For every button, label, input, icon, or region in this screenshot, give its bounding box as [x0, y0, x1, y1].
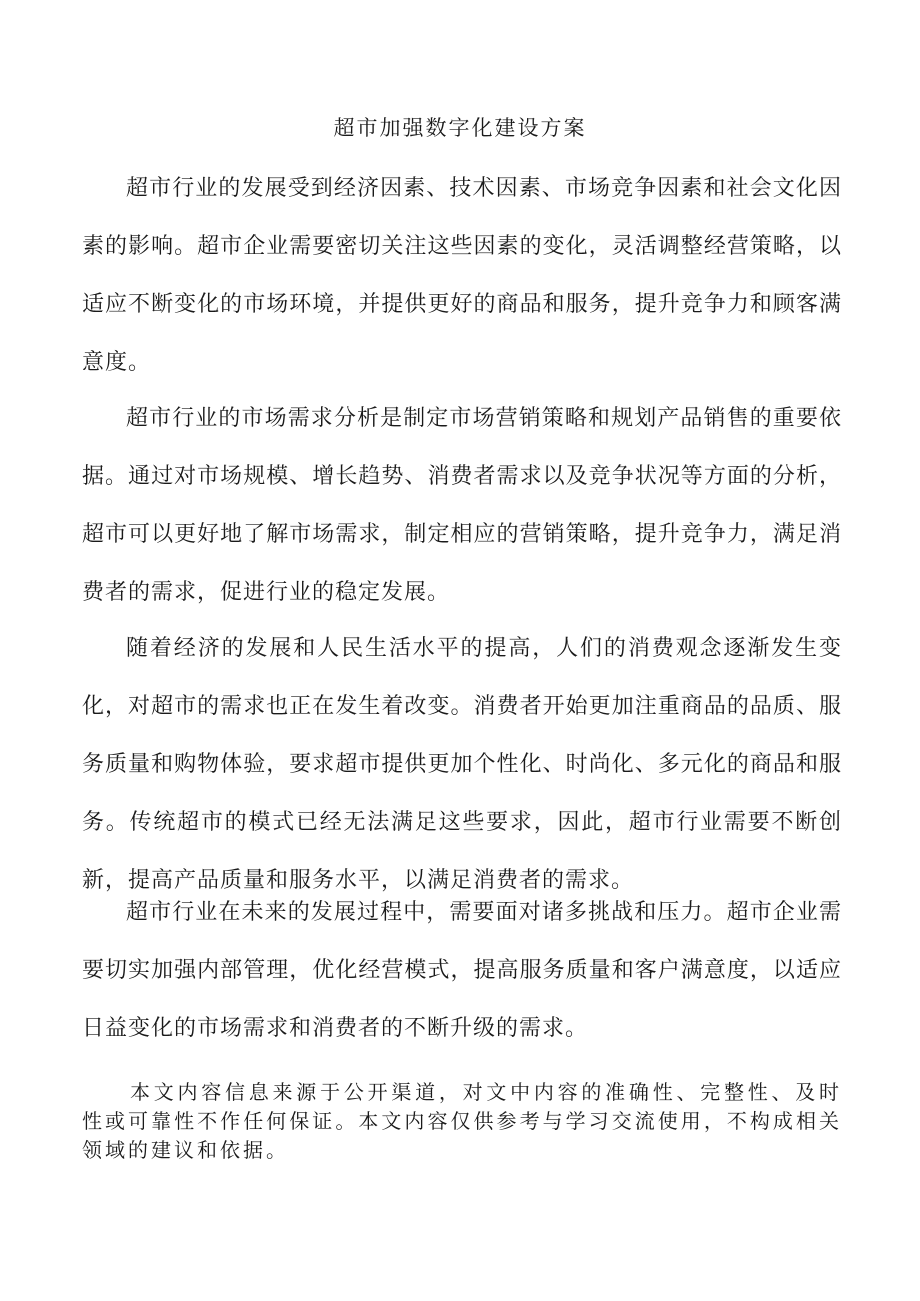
disclaimer-note: 本文内容信息来源于公开渠道，对文中内容的准确性、完整性、及时性或可靠性不作任何保证。本文内容仅供参考与学习交流使用，不构成相关领域的建议和依据。 — [82, 1080, 842, 1162]
document-title: 超市加强数字化建设方案 — [333, 116, 587, 140]
paragraph-4: 超市行业在未来的发展过程中，需要面对诸多挑战和压力。超市企业需要切实加强内部管理，优化经营模式，提高服务质量和客户满意度，以适应日益变化的市场需求和消费者的不断升级的需求。 — [82, 900, 842, 1041]
paragraph-2: 超市行业的市场需求分析是制定市场营销策略和规划产品销售的重要依据。通过对市场规模、增长趋势、消费者需求以及竞争状况等方面的分析，超市可以更好地了解市场需求，制定相应的营销策略，提升竞争力，满足消费者的需求，促进行业的稳定发展。 — [82, 406, 842, 605]
paragraph-1: 超市行业的发展受到经济因素、技术因素、市场竞争因素和社会文化因素的影响。超市企业需要密切关注这些因素的变化，灵活调整经营策略，以适应不断变化的市场环境，并提供更好的商品和服务，提升竞争力和顾客满意度。 — [82, 176, 842, 375]
paragraph-3: 随着经济的发展和人民生活水平的提高，人们的消费观念逐渐发生变化，对超市的需求也正在发生着改变。消费者开始更加注重商品的品质、服务质量和购物体验，要求超市提供更加个性化、时尚化、多元化的商品和服务。传统超市的模式已经无法满足这些要求，因此，超市行业需要不断创新，提高产品质量和服务水平，以满足消费者的需求。 — [82, 636, 842, 893]
